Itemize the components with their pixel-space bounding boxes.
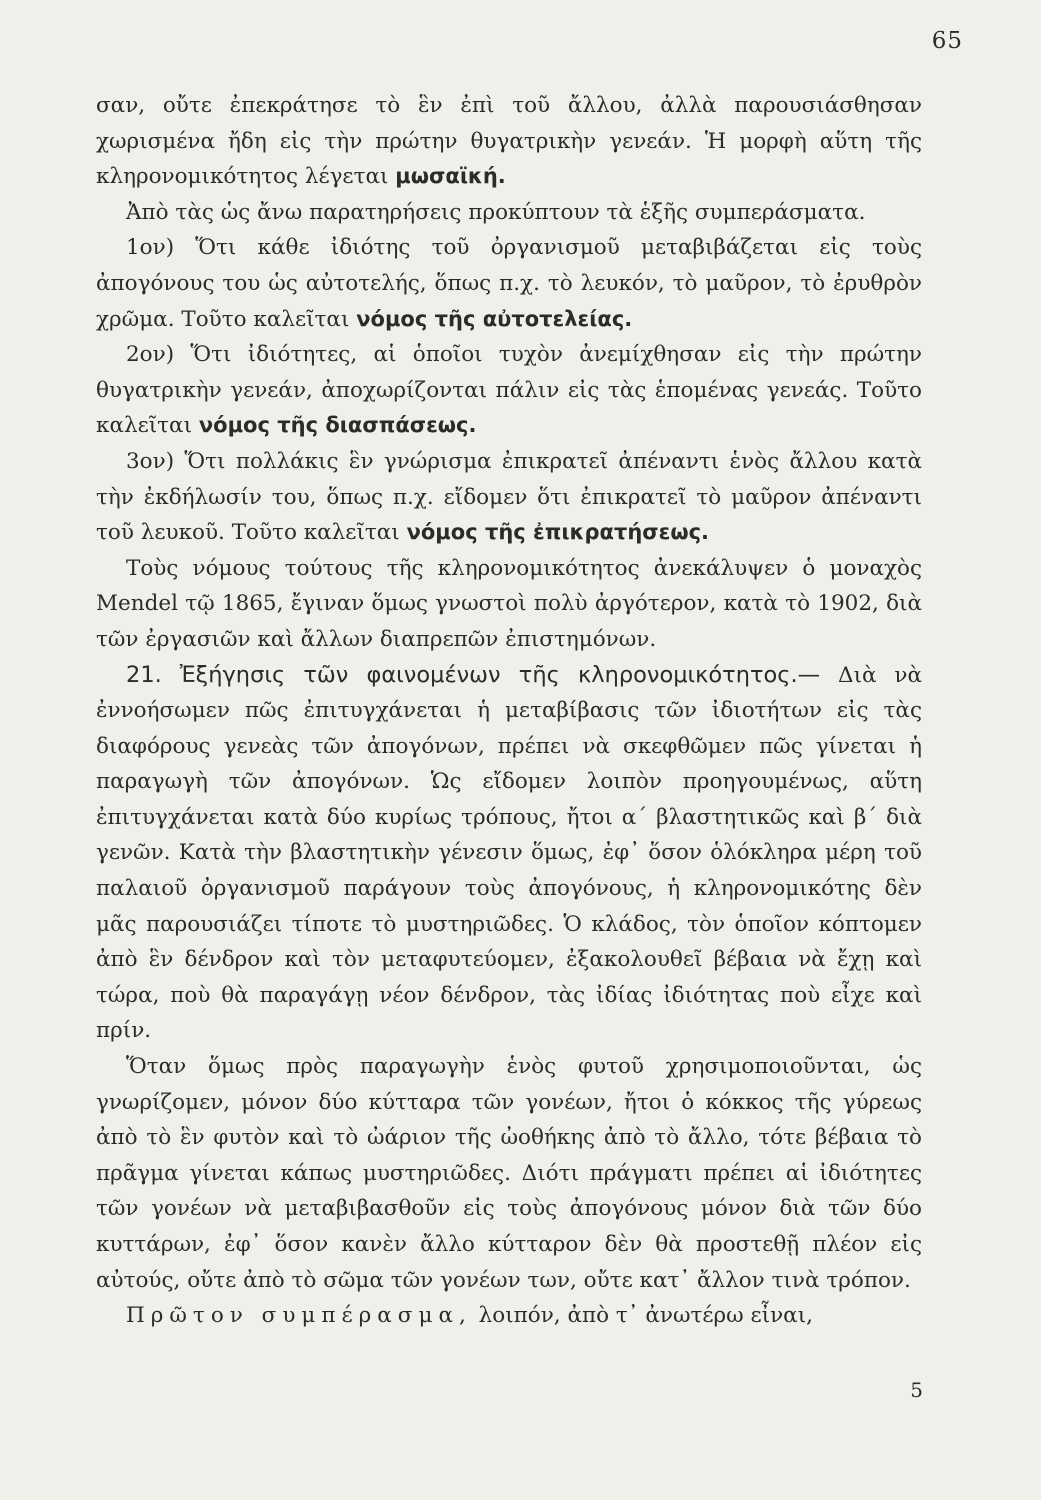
bold-term-mosaic: μωσαϊκή.	[395, 164, 506, 189]
section-number: 21.	[126, 661, 162, 688]
paragraph-1	[96, 88, 922, 195]
paragraph-text: 1ον) Ὅτι κάθε ἰδιότης τοῦ ὀργανισμοῦ μεταβιβάζεται εἰς τοὺς ἀπογόνους του ὡς αὐτοτελής, ὅπως π.χ. τὸ λευκόν, τὸ μαῦρον, τὸ ἐρυθρὸν χρῶμα. Τοῦτο καλεῖται	[96, 235, 922, 332]
section-title: Ἐξήγησις τῶν φαινομένων τῆς κληρονομικότητος.—	[179, 661, 821, 688]
spaced-emphasis: Πρῶτον συμπέρασμα,	[126, 1303, 472, 1329]
paragraph-text: 3ον) Ὅτι πολλάκις ἓν γνώρισμα ἐπικρατεῖ ἀπέναντι ἑνὸς ἄλλου κατὰ τὴν ἐκδήλωσίν του, ὅπως π.χ. εἴδομεν ὅτι ἐπικρατεῖ τὸ μαῦρον ἀπέναντι τοῦ λευκοῦ. Τοῦτο καλεῖται	[96, 448, 922, 546]
signature-mark: 5	[910, 1378, 923, 1402]
bold-term-autonomy-law: νόμος τῆς αὐτοτελείας.	[356, 306, 633, 331]
body-text	[96, 88, 922, 1334]
bold-term-dominance-law: νόμος τῆς ἐπικρατήσεως.	[406, 520, 709, 545]
paragraph-9	[96, 1298, 922, 1334]
paragraph-6: Τοὺς νόμους τούτους τῆς κληρονομικότητος ἀνεκάλυψεν ὁ μοναχὸς Mendel τῷ 1865, ἔγιναν ὅμως γνωστοὶ πολὺ ἀργότερον, κατὰ τὸ 1902, διὰ τῶν ἐργασιῶν καὶ ἄλλων διαπρεπῶν ἐπιστημόνων.	[96, 555, 922, 652]
paragraph-5	[96, 444, 922, 551]
section-heading-paragraph	[96, 658, 922, 1050]
paragraph-text: λοιπόν, ἀπὸ τ᾿ ἀνωτέρω εἶναι,	[478, 1303, 813, 1329]
paragraph-text: Διὰ νὰ ἐννοήσωμεν πῶς ἐπιτυγχάνεται ἡ μεταβίβασις τῶν ἰδιοτήτων εἰς τὰς διαφόρους γενεὰς τῶν ἀπογόνων, πρέπει νὰ σκεφθῶμεν πῶς γίνεται ἡ παραγωγὴ τῶν ἀπογόνων. Ὡς εἴδομεν λοιπὸν προηγουμένως, αὕτη ἐπιτυγχάνεται κατὰ δύο κυρίως τρόπους, ἤτοι α΄ βλαστητικῶς καὶ β΄ διὰ γενῶν. Κατὰ τὴν βλαστητικὴν γένεσιν ὅμως, ἐφ᾿ ὅσον ὁλόκληρα μέρη τοῦ παλαιοῦ ὀργανισμοῦ παράγουν τοὺς ἀπογόνους, ἡ κληρονομικότης δὲν μᾶς παρουσιάζει τίποτε τὸ μυστηριῶδες. Ὁ κλάδος, τὸν ὁποῖον κόπτομεν ἀπὸ ἓν δένδρον καὶ τὸν μεταφυτεύομεν, ἐξακολουθεῖ βέβαια νὰ ἔχῃ καὶ τώρα, ποὺ θὰ παραγάγῃ νέον δένδρον, τὰς ἰδίας ἰδιότητας ποὺ εἶχε καὶ πρίν.	[96, 662, 922, 1044]
paragraph-2: Ἀπὸ τὰς ὡς ἄνω παρατηρήσεις προκύπτουν τὰ ἑξῆς συμπεράσματα.	[126, 199, 866, 225]
paragraph-4	[96, 337, 922, 444]
bold-term-segregation-law: νόμος τῆς διασπάσεως.	[198, 413, 477, 438]
paragraph-3	[96, 230, 922, 337]
page-number: 65	[931, 28, 963, 54]
paragraph-text: 2ον) Ὅτι ἰδιότητες, αἱ ὁποῖοι τυχὸν ἀνεμίχθησαν εἰς τὴν πρώτην θυγατρικὴν γενεάν, ἀποχωρίζονται πάλιν εἰς τὰς ἑπομένας γενεάς. Τοῦτο καλεῖται	[96, 342, 922, 439]
paragraph-8: Ὅταν ὅμως πρὸς παραγωγὴν ἑνὸς φυτοῦ χρησιμοποιοῦνται, ὡς γνωρίζομεν, μόνον δύο κύτταρα τῶν γονέων, ἤτοι ὁ κόκκος τῆς γύρεως ἀπὸ τὸ ἓν φυτὸν καὶ τὸ ὠάριον τῆς ὠοθήκης ἀπὸ τὸ ἄλλο, τότε βέβαια τὸ πρᾶγμα γίνεται κάπως μυστηριῶδες. Διότι πράγματι πρέπει αἱ ἰδιότητες τῶν γονέων νὰ μεταβιβασθοῦν εἰς τοὺς ἀπογόνους μόνον διὰ τῶν δύο κυττάρων, ἐφ᾿ ὅσον κανὲν ἄλλο κύτταρον δὲν θὰ προστεθῇ πλέον εἰς αὐτούς, οὔτε ἀπὸ τὸ σῶμα τῶν γονέων των, οὔτε κατ᾿ ἄλλον τινὰ τρόπον.	[96, 1054, 922, 1293]
paragraph-text: σαν, οὔτε ἐπεκράτησε τὸ ἓν ἐπὶ τοῦ ἄλλου, ἀλλὰ παρουσιάσθησαν χωρισμένα ἤδη εἰς τὴν πρώτην θυγατρικὴν γενεάν. Ἡ μορφὴ αὕτη τῆς κληρονομικότητος λέγεται	[96, 93, 922, 190]
